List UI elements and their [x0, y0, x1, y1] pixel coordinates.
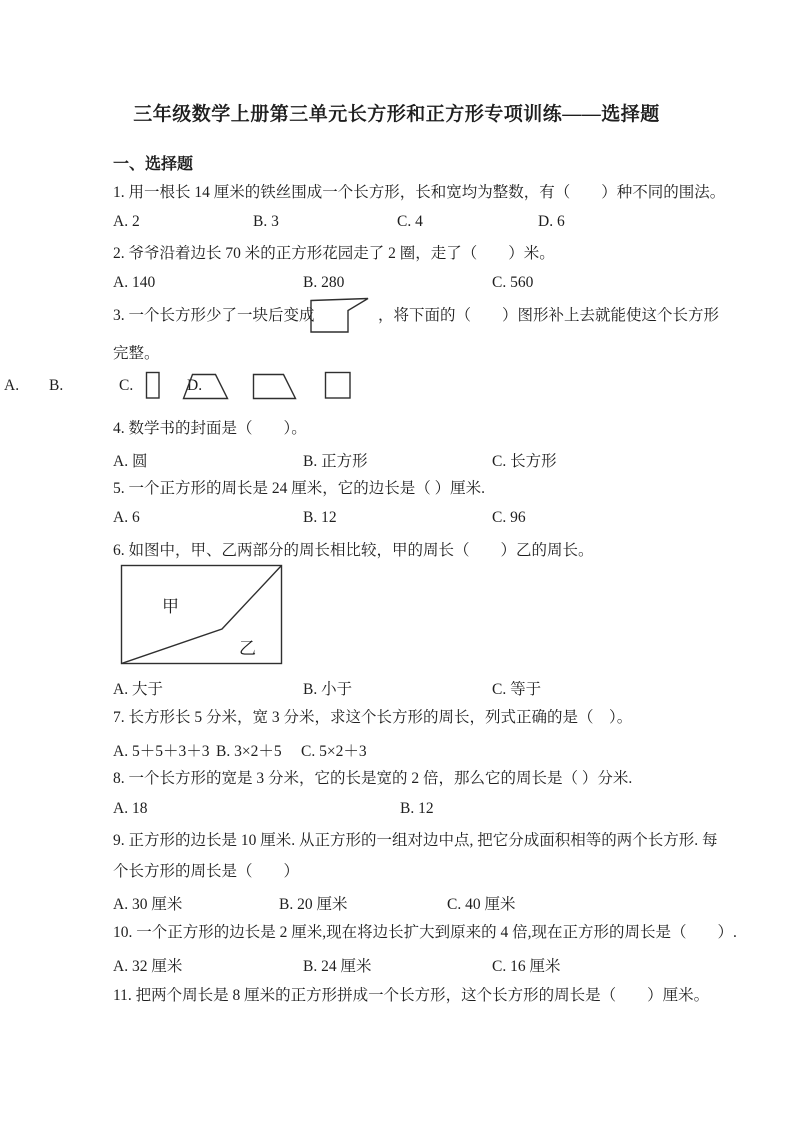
option-4-c: C. 长方形	[492, 453, 557, 470]
question-9-text-line1: 9. 正方形的边长是 10 厘米. 从正方形的一组对边中点, 把它分成面积相等的两个长方形. 每	[113, 832, 718, 849]
option-8-b: B. 12	[400, 800, 434, 817]
question-2-options	[0, 274, 793, 296]
option-7-b: B. 3×2＋5	[216, 743, 282, 760]
option-5-a: A. 6	[113, 509, 140, 526]
option-9-b: B. 20 厘米	[279, 896, 348, 913]
option-7-c: C. 5×2＋3	[301, 743, 367, 760]
trapezoid-icon	[182, 373, 229, 400]
region-label-yi: 乙	[239, 639, 256, 658]
option-4-b: B. 正方形	[303, 453, 368, 470]
option-6-a: A. 大于	[113, 681, 163, 698]
option-3-a-label: A.	[4, 377, 20, 394]
option-7-a: A. 5＋5＋3＋3	[113, 743, 210, 760]
tall-rectangle-icon	[145, 371, 161, 400]
question-4-text: 4. 数学书的封面是（ ）。	[113, 420, 307, 437]
option-1-b: B. 3	[253, 213, 279, 230]
question-5-options	[0, 509, 793, 531]
question-9-options	[0, 892, 793, 914]
question-10-options	[0, 954, 793, 976]
question-3-text-wrap: 完整。	[113, 345, 160, 362]
question-4-options	[0, 449, 793, 471]
question-3-text-end: ，将下面的（ ）图形补上去就能使这个长方形	[378, 307, 720, 324]
page-title: 三年级数学上册第三单元长方形和正方形专项训练——选择题	[133, 104, 660, 125]
question-10-text: 10. 一个正方形的边长是 2 厘米,现在将边长扩大到原来的 4 倍,现在正方形的周长是（ ）.	[113, 924, 737, 941]
question-8-text: 8. 一个长方形的宽是 3 分米，它的长是宽的 2 倍，那么它的周长是（ ）分米.	[113, 770, 633, 787]
option-2-b: B. 280	[303, 274, 345, 291]
option-10-a: A. 32 厘米	[113, 958, 183, 975]
question-1-text: 1. 用一根长 14 厘米的铁丝围成一个长方形，长和宽均为整数，有（ ）种不同的围法。	[113, 184, 726, 201]
section-heading: 一、选择题	[113, 156, 194, 173]
question-8-options	[0, 800, 793, 822]
right-trapezoid-icon	[252, 373, 297, 400]
question-9-text-line2: 个长方形的周长是（ ）	[113, 863, 300, 880]
option-9-a: A. 30 厘米	[113, 896, 183, 913]
option-3-c-label: C.	[119, 377, 134, 394]
option-3-b-label: B.	[49, 377, 64, 394]
option-10-b: B. 24 厘米	[303, 958, 372, 975]
option-8-a: A. 18	[113, 800, 148, 817]
question-1-options	[0, 213, 793, 235]
option-1-d: D. 6	[538, 213, 565, 230]
option-3-d-label: D.	[187, 377, 203, 394]
question-6-text: 6. 如图中，甲、乙两部分的周长相比较，甲的周长（ ）乙的周长。	[113, 542, 594, 559]
question-11-text: 11. 把两个周长是 8 厘米的正方形拼成一个长方形，这个长方形的周长是（ ）厘米。	[113, 987, 710, 1004]
question-2-text: 2. 爷爷沿着边长 70 米的正方形花园走了 2 圈，走了（ ）米。	[113, 245, 555, 262]
question-3-options	[0, 371, 793, 401]
question-3-text-start: 3. 一个长方形少了一块后变成	[113, 307, 315, 324]
option-5-c: C. 96	[492, 509, 526, 526]
question-7-options	[0, 739, 793, 761]
option-10-c: C. 16 厘米	[492, 958, 561, 975]
option-9-c: C. 40 厘米	[447, 896, 516, 913]
question-6-options	[0, 677, 793, 699]
option-6-b: B. 小于	[303, 681, 353, 698]
option-2-c: C. 560	[492, 274, 534, 291]
option-5-b: B. 12	[303, 509, 337, 526]
option-6-c: C. 等于	[492, 681, 542, 698]
question-7-text: 7. 长方形长 5 分米，宽 3 分米，求这个长方形的周长，列式正确的是（ ）。	[113, 709, 633, 726]
region-label-jia: 甲	[162, 597, 179, 616]
option-4-a: A. 圆	[113, 453, 148, 470]
option-1-a: A. 2	[113, 213, 140, 230]
question-5-text: 5. 一个正方形的周长是 24 厘米，它的边长是（ ）厘米.	[113, 480, 486, 497]
option-2-a: A. 140	[113, 274, 156, 291]
notched-rectangle-icon	[310, 297, 374, 334]
square-icon	[324, 371, 352, 400]
option-1-c: C. 4	[397, 213, 423, 230]
perimeter-comparison-figure	[120, 564, 285, 667]
